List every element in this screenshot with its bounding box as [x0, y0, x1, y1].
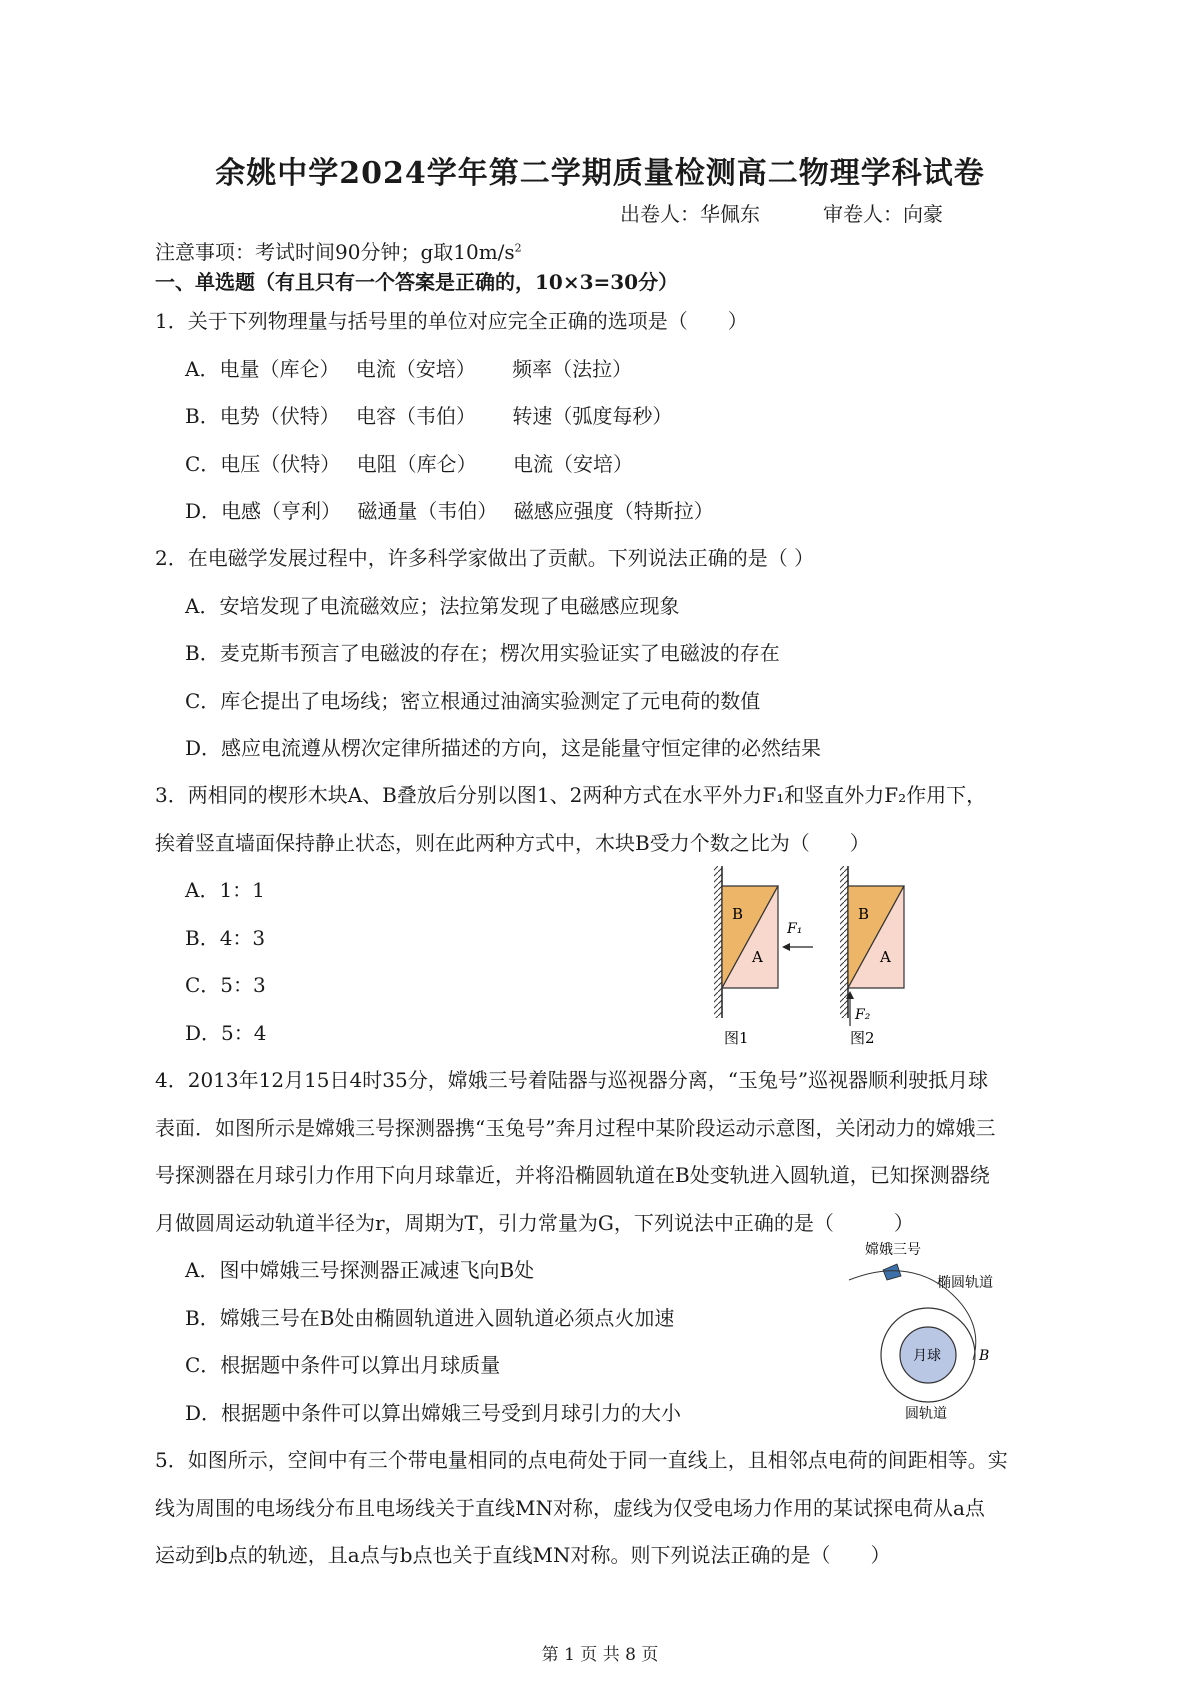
q1-option-a: A．电量（库仑） 电流（安培） 频率（法拉） — [185, 357, 633, 381]
q5-line3: 运动到b点的轨迹，且a点与b点也关于直线MN对称。则下列说法正确的是（ ） — [155, 1543, 891, 1567]
wedge-figure — [700, 860, 930, 1050]
point-b-label: B — [979, 1348, 990, 1364]
q4-line3: 号探测器在月球引力作用下向月球靠近，并将沿椭圆轨道在B处变轨进入圆轨道，已知探测器绕 — [155, 1163, 990, 1187]
q4-option-c: C．根据题中条件可以算出月球质量 — [185, 1353, 501, 1377]
q4-line2: 表面．如图所示是嫦娥三号探测器携“玉兔号”奔月过程中某阶段运动示意图，关闭动力的嫦娥三 — [155, 1116, 996, 1140]
notice — [155, 236, 522, 265]
f1-arrowhead-icon — [782, 943, 790, 951]
label-a: A — [752, 948, 763, 966]
q2-option-c: C．库仑提出了电场线；密立根通过油滴实验测定了元电荷的数值 — [185, 689, 761, 713]
label-b: B — [732, 905, 744, 923]
q3-option-b: B．4：3 — [185, 926, 266, 950]
q1-option-d: D．电感（亨利） 磁通量（韦伯） 磁感应强度（特斯拉） — [185, 499, 714, 523]
q3-option-c: C．5：3 — [185, 973, 266, 997]
q1-option-c: C．电压（伏特） 电阻（库仑） 电流（安培） — [185, 452, 634, 476]
q1-stem: 1．关于下列物理量与括号里的单位对应完全正确的选项是（ ） — [155, 309, 748, 333]
q4-option-a: A．图中嫦娥三号探测器正减速飞向B处 — [185, 1258, 535, 1282]
figure-1 — [714, 866, 813, 1047]
force-f1-label: F₁ — [787, 921, 803, 937]
wall-hatch — [840, 866, 848, 1018]
wall-hatch — [714, 866, 722, 1018]
q2-option-b: B．麦克斯韦预言了电磁波的存在；楞次用实验证实了电磁波的存在 — [185, 641, 780, 665]
section-heading: 一、单选题（有且只有一个答案是正确的，10×3=30分） — [155, 270, 679, 294]
q2-option-a: A．安培发现了电流磁效应；法拉第发现了电磁感应现象 — [185, 594, 680, 618]
q2-stem: 2．在电磁学发展过程中，许多科学家做出了贡献。下列说法正确的是（ ） — [155, 546, 815, 570]
exam-title: 余姚中学2024学年第二学期质量检测高二物理学科试卷 — [215, 156, 985, 191]
moon-label: 月球 — [913, 1348, 941, 1364]
label-b: B — [858, 905, 870, 923]
notice-text: 注意事项：考试时间90分钟；g取10m/s — [155, 240, 515, 264]
caption-fig1: 图1 — [724, 1029, 749, 1047]
q4-option-b: B．嫦娥三号在B处由椭圆轨道进入圆轨道必须点火加速 — [185, 1306, 675, 1330]
circle-orbit-label: 圆轨道 — [905, 1406, 947, 1420]
page-footer: 第 1 页 共 8 页 — [541, 1645, 659, 1665]
figure-2 — [840, 866, 904, 1047]
ellipse-label: 椭圆轨道 — [937, 1275, 993, 1291]
q3-stem-line2: 挨着竖直墙面保持静止状态，则在此两种方式中，木块B受力个数之比为（ ） — [155, 831, 870, 855]
q5-line2: 线为周围的电场线分布且电场线关于直线MN对称，虚线为仅受电场力作用的某试探电荷从a点 — [155, 1496, 985, 1520]
q5-line1: 5．如图所示，空间中有三个带电量相同的点电荷处于同一直线上，且相邻点电荷的间距相等。实 — [155, 1448, 1008, 1472]
q4-line1: 4．2013年12月15日4时35分，嫦娥三号着陆器与巡视器分离，“玉兔号”巡视器顺利驶抵月球 — [155, 1068, 989, 1092]
author-label: 出卷人：华佩东 — [620, 202, 760, 226]
q4-line4: 月做圆周运动轨道半径为r，周期为T，引力常量为G，下列说法中正确的是（ ） — [155, 1211, 914, 1235]
probe-icon — [883, 1264, 901, 1280]
notice-superscript: 2 — [514, 241, 522, 255]
caption-fig2: 图2 — [850, 1029, 875, 1047]
q3-stem-line1: 3．两相同的楔形木块A、B叠放后分别以图1、2两种方式在水平外力F₁和竖直外力F₂作用下， — [155, 783, 987, 807]
q1-option-b: B．电势（伏特） 电容（韦伯） 转速（弧度每秒） — [185, 404, 673, 428]
q4-option-d: D．根据题中条件可以算出嫦娥三号受到月球引力的大小 — [185, 1401, 682, 1425]
q3-option-a: A．1：1 — [185, 878, 265, 902]
orbit-figure — [845, 1240, 1005, 1420]
reviewer-label: 审卷人：向豪 — [823, 202, 943, 226]
label-a: A — [880, 948, 891, 966]
force-f2-label: F₂ — [855, 1007, 871, 1023]
q2-option-d: D．感应电流遵从楞次定律所描述的方向，这是能量守恒定律的必然结果 — [185, 736, 822, 760]
probe-label: 嫦娥三号 — [865, 1242, 921, 1258]
q3-option-d: D．5：4 — [185, 1021, 267, 1045]
